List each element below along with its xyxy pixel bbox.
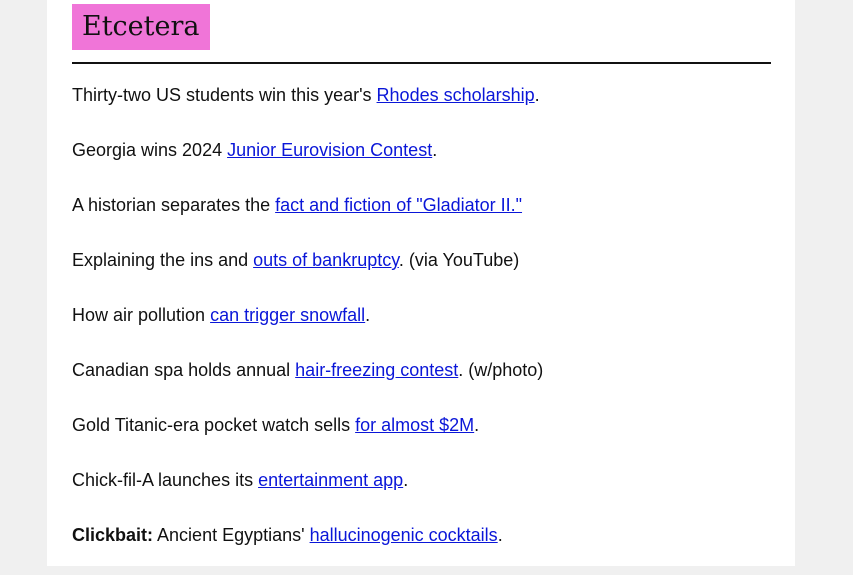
link-hair-freezing-contest[interactable]: hair-freezing contest xyxy=(295,360,459,380)
link-gladiator-fact-fiction[interactable]: fact and fiction of "Gladiator II." xyxy=(275,195,523,215)
news-item-snowfall xyxy=(72,300,772,355)
item-text: How air pollution xyxy=(72,305,211,325)
news-item-list xyxy=(72,80,772,575)
section-header xyxy=(72,4,210,50)
item-text: . xyxy=(474,415,480,435)
item-text: Explaining the ins and xyxy=(72,250,254,270)
item-text: . xyxy=(534,85,540,105)
news-item-eurovision xyxy=(72,135,772,190)
item-text: . xyxy=(403,470,409,490)
news-item-hair-freezing xyxy=(72,355,772,410)
item-text: Ancient Egyptians' xyxy=(153,525,310,545)
item-text: . (w/photo) xyxy=(458,360,544,380)
item-text: . xyxy=(365,305,371,325)
news-item-bankruptcy xyxy=(72,245,772,300)
news-item-chick-fil-a xyxy=(72,465,772,520)
link-snowfall[interactable]: can trigger snowfall xyxy=(210,305,366,325)
news-item-clickbait xyxy=(72,520,772,575)
item-text: Canadian spa holds annual xyxy=(72,360,296,380)
item-text: Thirty-two US students win this year's xyxy=(72,85,377,105)
news-item-rhodes xyxy=(72,80,772,135)
link-pocket-watch[interactable]: for almost $2M xyxy=(355,415,475,435)
link-junior-eurovision[interactable]: Junior Eurovision Contest xyxy=(227,140,433,160)
item-text: Gold Titanic-era pocket watch sells xyxy=(72,415,356,435)
item-text: . (via YouTube) xyxy=(398,250,520,270)
item-text: . xyxy=(432,140,438,160)
item-text: . xyxy=(497,525,503,545)
item-text: Georgia wins 2024 xyxy=(72,140,228,160)
item-text: Chick-fil-A launches its xyxy=(72,470,259,490)
link-rhodes-scholarship[interactable]: Rhodes scholarship xyxy=(376,85,535,105)
news-item-pocket-watch xyxy=(72,410,772,465)
section-title: Etcetera xyxy=(72,4,210,50)
item-text: A historian separates the xyxy=(72,195,276,215)
link-hallucinogenic-cocktails[interactable]: hallucinogenic cocktails xyxy=(309,525,498,545)
news-item-gladiator xyxy=(72,190,772,245)
newsletter-page xyxy=(47,0,795,566)
section-divider xyxy=(72,62,771,64)
link-entertainment-app[interactable]: entertainment app xyxy=(258,470,404,490)
clickbait-label: Clickbait: xyxy=(72,525,154,545)
link-bankruptcy[interactable]: outs of bankruptcy xyxy=(253,250,399,270)
